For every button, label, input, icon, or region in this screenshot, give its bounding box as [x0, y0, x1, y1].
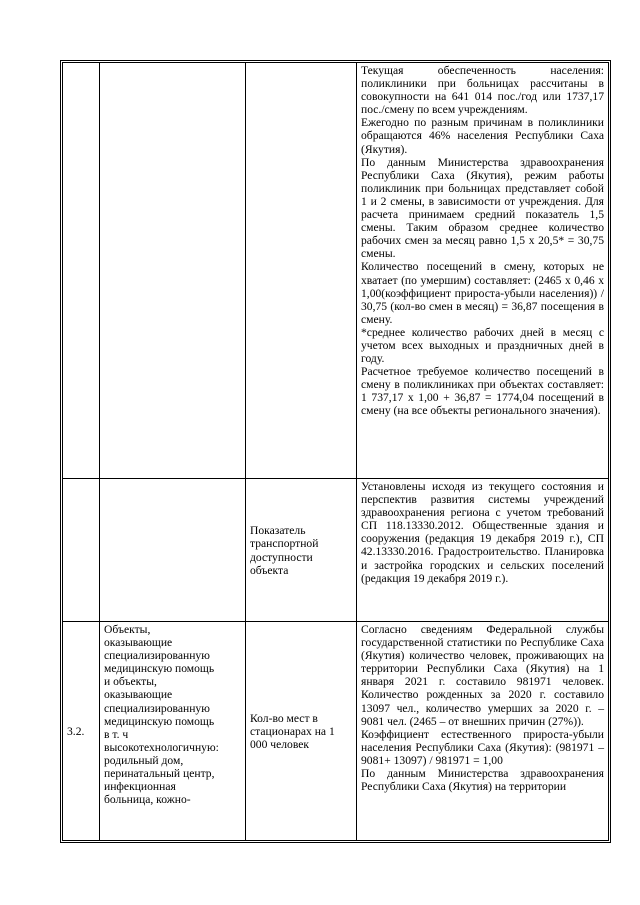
document-table — [62, 62, 609, 841]
row-number: 3.2. — [67, 724, 85, 738]
object-line: оказывающие — [104, 688, 173, 702]
indicator-text: Кол-во мест в стационарах на 1 000 человек — [250, 711, 335, 752]
object-line: и объекты, — [104, 675, 157, 689]
object-line: высокотехнологичную: — [104, 740, 219, 754]
object-line: медицинскую помощь — [104, 714, 215, 728]
table-row — [63, 479, 609, 622]
paragraph: Коэффициент естественного прироста-убыли населения Республики Саха (Якутия): (981971 – 9081+ 13097) / 981971 = 1,00 — [361, 727, 604, 767]
paragraph: Текущая обеспеченность населения: поликлиники при больницах рассчитаны в совокупности на 641 014 пос./год или 1737,17 пос./смену по всем учреждениям. — [361, 64, 604, 117]
object-line: инфекционная — [104, 780, 176, 794]
object-line: перинатальный центр, — [104, 767, 215, 781]
indicator-cell — [246, 63, 357, 479]
number-cell — [63, 479, 100, 622]
paragraph: *среднее количество рабочих дней в месяц с учетом всех выходных и праздничных дней в году. — [361, 325, 604, 366]
object-line: родильный дом, — [104, 753, 184, 767]
indicator-text: Показатель транспортной доступности объекта — [250, 524, 319, 577]
table-row — [63, 622, 609, 841]
object-line: больница, кожно- — [104, 793, 191, 807]
object-line: в т. ч — [104, 727, 129, 741]
justification-cell — [357, 63, 609, 479]
object-line: специализированную — [104, 701, 210, 715]
paragraph: Количество посещений в смену, которых не хватает (по умершим) составляет: (2465 х 0,46 х 1,00(коэффициент прироста-убыли населения)) / 30,75 (кол-во смен в месяц) = 36,87 посещения в смену. — [361, 260, 604, 326]
object-cell — [100, 63, 246, 479]
number-cell — [63, 622, 100, 841]
indicator-cell — [246, 479, 357, 622]
paragraph: Ежегодно по разным причинам в поликлиники обращаются 46% населения Республики Саха (Якутия). — [361, 116, 604, 156]
object-line: Объекты, — [104, 623, 151, 636]
table-row — [63, 63, 609, 479]
justification-cell — [357, 479, 609, 622]
object-cell — [100, 479, 246, 622]
paragraph: Согласно сведениям Федеральной службы государственной статистики по Республике Саха (Якутия) количество человек, проживающих на территории Республики Саха (Якутия) на 1 января 2021 г. составило 981971 человек. Количество рожденных за 2020 г. составило 13097 чел., количество умерших за 2020 г. – 9081 чел. (2465 – от внешних причин (27%)). — [361, 623, 604, 728]
object-line: оказывающие — [104, 636, 173, 650]
paragraph: Расчетное требуемое количество посещений в смену в поликлиниках при объектах составляет: 1 737,17 х 1,00 + 36,87 = 1774,04 посещений в смену (на все объекты регионального значения). — [361, 365, 604, 418]
number-cell — [63, 63, 100, 479]
paragraph: Установлены исходя из текущего состояния и перспектив развития системы учреждений здравоохранения региона с учетом требований СП 118.13330.2012. Общественные здания и сооружения (редакция 19 декабря 2019 г.), СП 42.13330.2016. Градостроительство. Планировка и застройка городских и сельских поселений (редакция 19 декабря 2019 г.). — [361, 480, 604, 585]
justification-cell — [357, 622, 609, 841]
object-line: специализированную — [104, 649, 210, 663]
paragraph: По данным Министерства здравоохранения Республики Саха (Якутия) на территории — [361, 767, 604, 794]
object-line: медицинскую помощь — [104, 662, 215, 676]
indicator-cell — [246, 622, 357, 841]
paragraph: По данным Министерства здравоохранения Республики Саха (Якутия), режим работы поликлиник при больницах представляет собой 1 и 2 смены, в зависимости от учреждения. Для расчета принимаем средний показатель 1,5 смены. Таким образом среднее количество рабочих смен за месяц равно 1,5 х 20,5* = 30,75 смены. — [361, 155, 604, 261]
object-cell — [100, 622, 246, 841]
